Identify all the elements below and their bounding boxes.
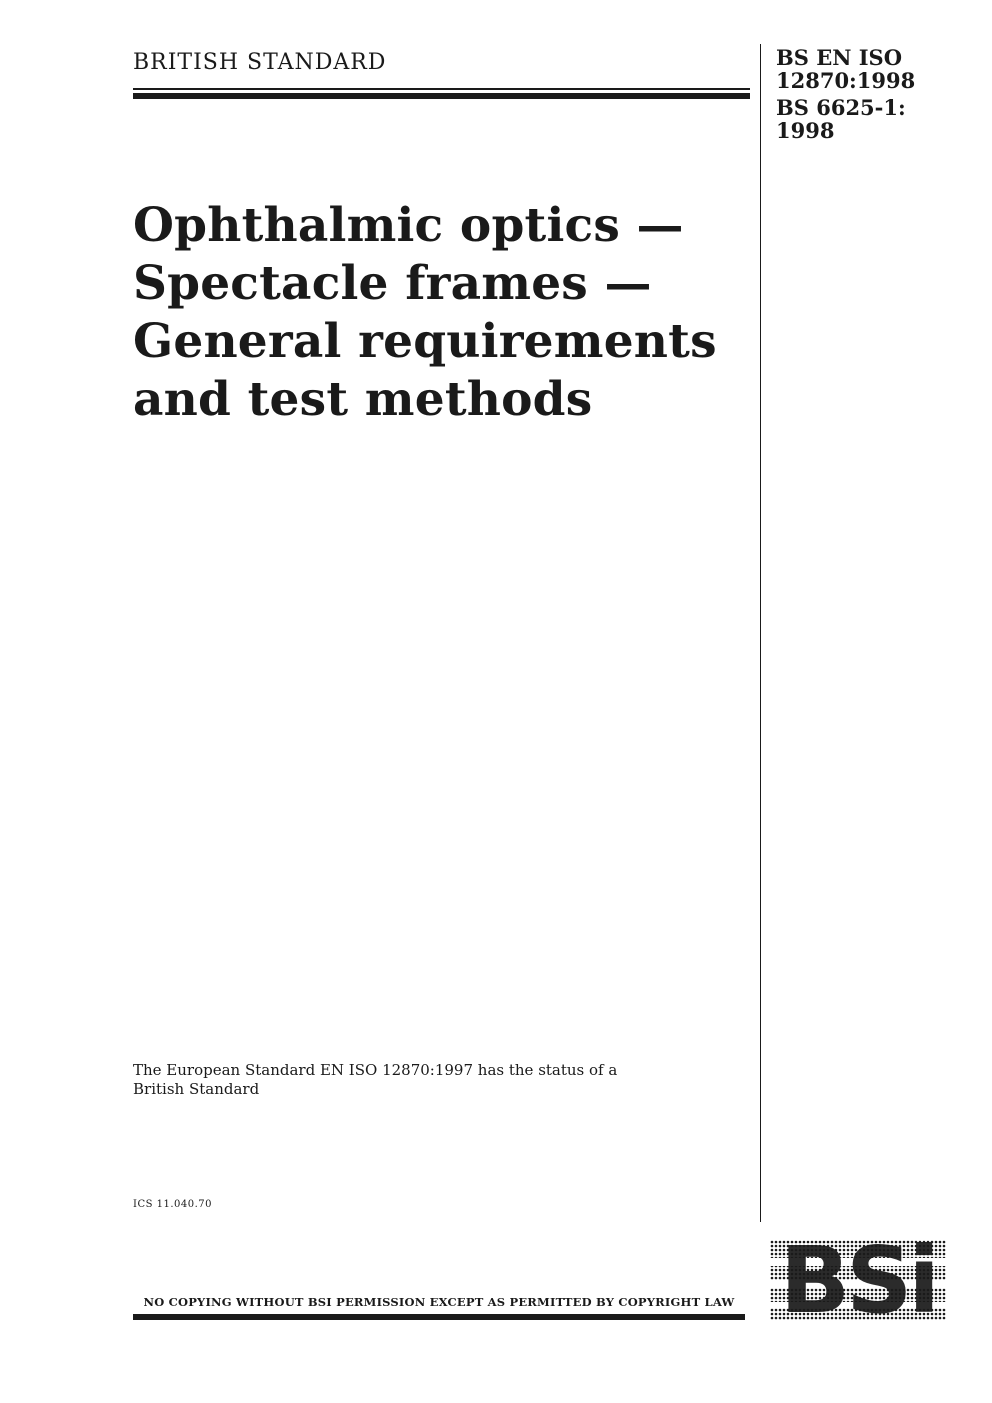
header-rule-thick [133,93,750,99]
designation-line: BS 6625-1: [776,95,906,120]
status-note-line: British Standard [133,1080,260,1098]
designation-line: BS EN ISO [776,45,903,70]
footer-rule [133,1314,745,1320]
designation-line: 12870:1998 [776,68,916,93]
bsi-logo-icon [770,1240,946,1320]
title-line: General requirements [133,314,717,369]
header-rule-thin [133,88,750,90]
title-line: Ophthalmic optics — [133,198,684,253]
title-line: and test methods [133,372,593,427]
title-line: Spectacle frames — [133,256,652,311]
margin-divider [760,44,761,1222]
standard-designation [776,46,976,142]
copyright-notice: NO COPYING WITHOUT BSI PERMISSION EXCEPT AS PERMITTED BY COPYRIGHT LAW [143,1295,735,1309]
series-label: BRITISH STANDARD [133,50,387,75]
status-note-line: The European Standard EN ISO 12870:1997 has the status of a [133,1061,618,1079]
designation-line: 1998 [776,118,835,143]
document-title [133,197,743,429]
status-note [133,1061,693,1099]
ics-code: ICS 11.040.70 [133,1199,213,1210]
